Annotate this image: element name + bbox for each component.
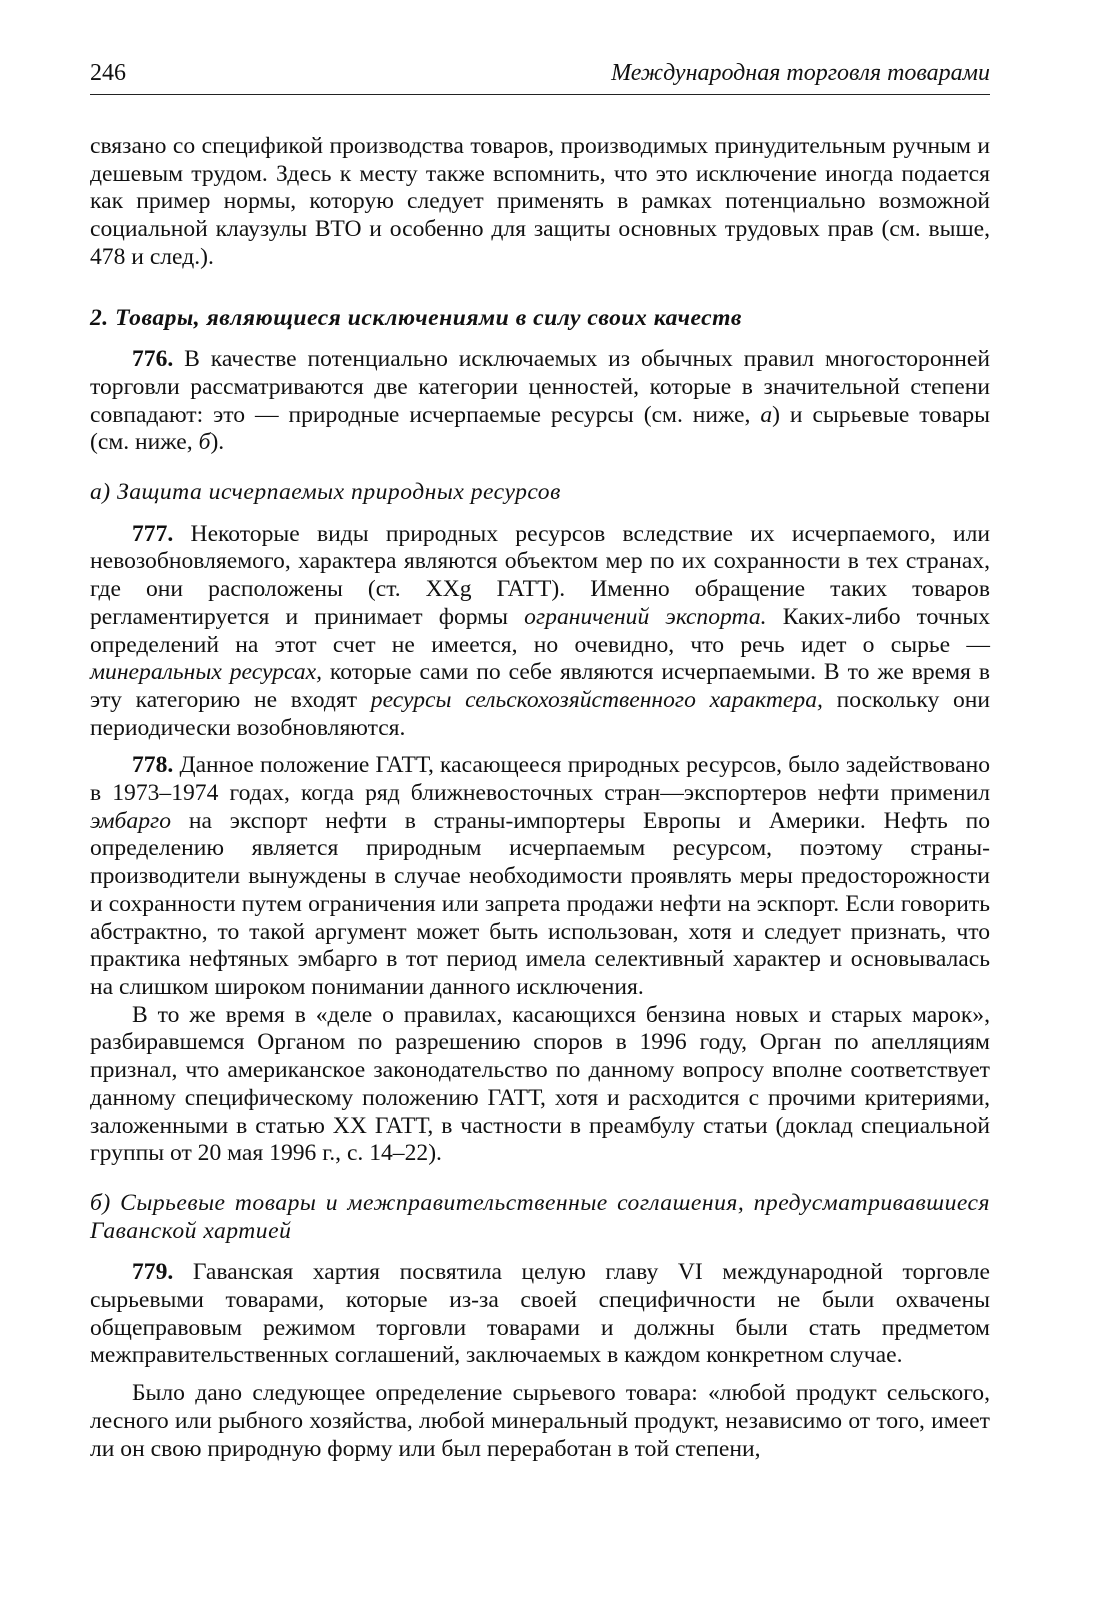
paragraph-text: В качестве потенциально исключаемых из обычных правил многосторонней торговли рассматриваются две категории ценностей, которые в значительной степени совпадают: это — природные исчерпаемые ресурсы (см. ниже,: [90, 346, 990, 428]
subsection-title-b: б) Сырьевые товары и межправительственные соглашения, предусматривавшиеся Гаванской хартией: [90, 1189, 990, 1244]
paragraph-text: Данное положение ГАТТ, касающееся природных ресурсов, было задействовано в 1973–1974 годах, когда ряд ближневосточных стран—экспортеров нефти применил: [90, 752, 990, 807]
paragraph-779-continued: Было дано следующее определение сырьевого товара: «любой продукт сельского, лесного или рыбного хозяйства, любой минеральный продукт, независимо от того, имеет ли он свою природную форму или был переработан в той степени,: [90, 1380, 990, 1462]
running-title: Международная торговля товарами: [611, 60, 990, 86]
paragraph-text: ) и сырьевые товары (см. ниже,: [90, 401, 990, 456]
page-number: 246: [90, 60, 126, 86]
paragraph-778: [90, 752, 990, 1001]
emphasis: минеральных ресурсах,: [90, 659, 322, 686]
emphasis: ограничений экспорта.: [524, 603, 767, 630]
emphasis: ресурсы сельскохозяйственного характера,: [370, 686, 823, 713]
paragraph-text: которые сами по себе являются исчерпаемыми. В то же время в эту категорию не входят: [90, 659, 990, 713]
paragraph-778-continued: В то же время в «деле о правилах, касающихся бензина новых и старых марок», разбиравшемся Органом по разрешению споров в 1996 году, Орган по апелляциям признал, что американское законодательство по данному вопросу вполне соответствует данному специфическому положению ГАТТ, хотя и расходится с прочими критериями, заложенными в статью XX ГАТТ, в частности в преамбулу статьи (доклад специальной группы от 20 мая 1996 г., с. 14–22).: [90, 1001, 990, 1167]
paragraph-intro: связано со спецификой производства товаров, производимых принудительным ручным и дешевым трудом. Здесь к месту также вспомнить, что это исключение иногда подается как пример нормы, которую следует применять в рамках потенциально возможной социальной клаузулы ВТО и особенно для защиты основных трудовых прав (см. выше, 478 и след.).: [90, 133, 990, 270]
paragraph-text: поскольку они периодически возобновляются.: [90, 686, 991, 741]
paragraph-number: 777.: [132, 520, 174, 547]
paragraph-text: Некоторые виды природных ресурсов вследствие их исчерпаемого, или невозобновляемого, характера являются объектом мер по их сохранности в тех странах, где они расположены (ст. XXg ГАТТ). Именно обращение таких товаров регламентируется и принимает формы: [90, 520, 990, 630]
page-header: [90, 58, 990, 95]
paragraph-number: 778.: [132, 752, 174, 779]
document-page: [90, 58, 990, 1463]
paragraph-776: [90, 346, 990, 457]
paragraph-text: Гаванская хартия посвятила целую главу VI международной торговле сырьевыми товарами, которые из-за своей специфичности не были охвачены общеправовым режимом торговли товарами и должны были стать предметом межправительственных соглашений, заключаемых в каждом конкретном случае.: [90, 1259, 990, 1369]
subsection-title-a: а) Защита исчерпаемых природных ресурсов: [90, 479, 561, 506]
paragraph-text: ).: [210, 429, 225, 456]
cross-reference: б: [198, 429, 211, 456]
body-text: [90, 133, 990, 1463]
paragraph-text: на экспорт нефти в страны-импортеры Европы и Америки. Нефть по определению является природным исчерпаемым ресурсом, поэтому страны-производители вынуждены в случае необходимости проявлять меры предосторожности и сохранности путем ограничения или запрета продажи нефти на эскпорт. Если говорить абстрактно, то такой аргумент может быть использован, хотя и следует признать, что практика нефтяных эмбарго в тот период имела селективный характер и основывалась на слишком широком понимании данного исключения.: [90, 807, 990, 1000]
cross-reference: а: [760, 401, 773, 428]
paragraph-779: [90, 1259, 990, 1370]
paragraph-number: 776.: [132, 346, 174, 373]
paragraph-text: Каких-либо точных определений на этот счет не имеется, но очевидно, что речь идет о сырье —: [90, 603, 990, 658]
paragraph-number: 779.: [132, 1259, 174, 1286]
section-title: 2. Товары, являющиеся исключениями в силу своих качеств: [90, 304, 742, 331]
paragraph-777: [90, 521, 990, 743]
emphasis: эмбарго: [90, 807, 172, 834]
